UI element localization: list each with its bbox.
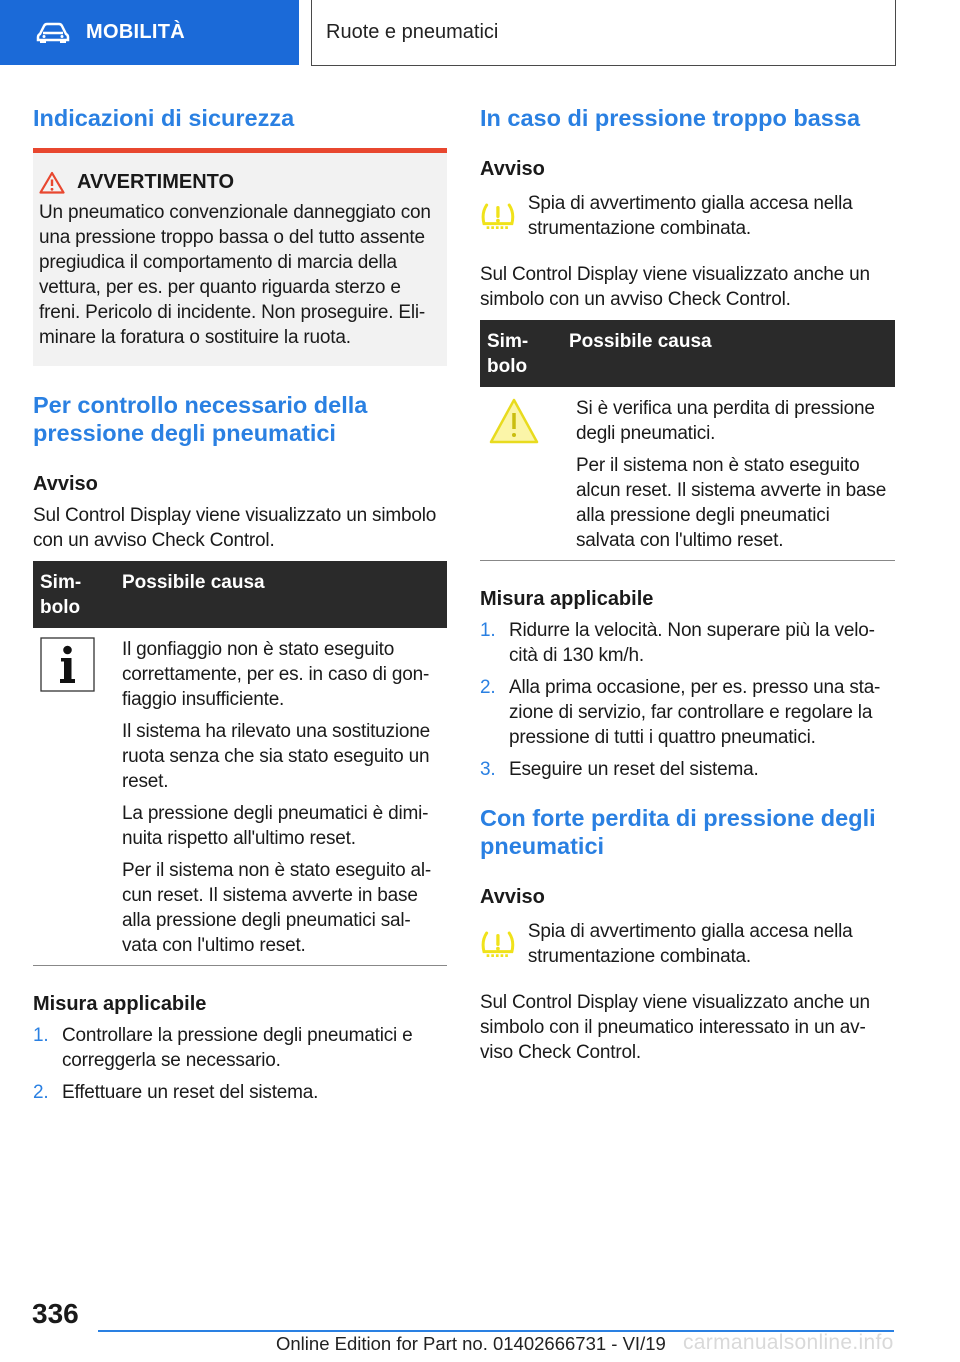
measure-steps: [33, 1023, 447, 1105]
cause-text: Il gonfiaggio non è stato eseguito correttamente, per es. in caso di gon- fiaggio insufficiente.: [122, 639, 430, 710]
page-number: 336: [32, 1298, 79, 1329]
right-column: [480, 98, 895, 1065]
notice-label: Avviso: [33, 473, 98, 495]
list-item: 3. Eseguire un reset del sistema.: [480, 759, 759, 780]
list-item: 2. Effettuare un reset del sistema.: [33, 1082, 319, 1103]
list-item: 1. Controllare la pressione degli pneumatici e correggerla se necessario.: [33, 1025, 413, 1071]
cause-text: Il sistema ha rilevato una sostituzione ruota senza che sia stato eseguito un reset.: [122, 721, 430, 792]
info-icon: [40, 637, 95, 692]
chapter-title: Ruote e pneumatici: [326, 21, 499, 43]
measure-steps: [480, 618, 895, 782]
warning-triangle-icon: [39, 171, 65, 194]
list-item: 2. Alla prima occasione, per es. presso una sta- zione di servizio, far controllare e regolare la pressione di tutti i quattro pneumatici.: [480, 677, 881, 748]
warning-box: [33, 148, 447, 366]
watermark: carmanualsonline.info: [683, 1331, 894, 1354]
warning-text: Un pneumatico convenzionale danneggiato con una pressione troppo bassa o del tutto assente pregiudica il comportamento di marcia della vettura, per es. per quanto riguarda sterzo e freni. Pericolo di incidente. Non proseguire. Eli- minare la foratura o sostituire la ruota.: [39, 202, 431, 348]
lamp-indicator: [480, 919, 895, 969]
left-column: [33, 98, 447, 1112]
cause-table: [480, 320, 895, 561]
notice-label: Avviso: [480, 886, 545, 908]
edition-text: Online Edition for Part no. 01402666731 - VI/19: [276, 1333, 666, 1354]
notice-label: Avviso: [480, 158, 545, 180]
cause-text: Per il sistema non è stato eseguito al- cun reset. Il sistema avverte in base alla pressione degli pneumatici sal- vata con l'ultimo reset.: [122, 860, 432, 956]
yellow-warning-triangle-icon: [488, 397, 540, 445]
section-title: MOBILITÀ: [86, 21, 186, 43]
lamp-text: Spia di avvertimento gialla accesa nella strumentazione combinata.: [527, 921, 853, 967]
cause-text: Per il sistema non è stato eseguito alcun reset. Il sistema avverte in base alla pressione degli pneumatici salvata con l'ultimo reset.: [576, 455, 887, 551]
table-header: [480, 320, 895, 387]
header-symbol: Sim- bolo: [40, 572, 82, 618]
tire-pressure-lamp-icon: [480, 923, 516, 967]
lamp-indicator: [480, 191, 895, 241]
notice-text: Sul Control Display viene visualizzato un simbolo con un avviso Check Control.: [33, 505, 437, 551]
strong-loss-title: Con forte perdita di pressione degli pneumatici: [480, 805, 876, 859]
low-pressure-title: In caso di pressione troppo bassa: [480, 105, 861, 131]
warning-title: AVVERTIMENTO: [77, 171, 235, 193]
header-cause: Possibile causa: [569, 331, 712, 352]
table-header: [33, 561, 447, 628]
header-section-tab: [0, 0, 299, 65]
display-text: Sul Control Display viene visualizzato anche un simbolo con un avviso Check Control.: [480, 264, 870, 310]
header-symbol: Sim- bolo: [487, 331, 529, 377]
measure-title: Misura applicabile: [33, 993, 207, 1015]
safety-title: Indicazioni di sicurezza: [33, 105, 295, 131]
cause-text: Si è verifica una perdita di pressione degli pneumatici.: [576, 398, 875, 444]
car-icon: [36, 22, 70, 44]
check-title: Per controllo necessario della pressione degli pneumatici: [33, 392, 368, 446]
table-row: [33, 628, 447, 966]
lamp-text: Spia di avvertimento gialla accesa nella strumentazione combinata.: [527, 193, 853, 239]
cause-text: La pressione degli pneumatici è dimi- nuita rispetto all'ultimo reset.: [122, 803, 429, 849]
measure-title: Misura applicabile: [480, 588, 654, 610]
cause-table: [33, 561, 447, 966]
tire-pressure-lamp-icon: [480, 195, 516, 239]
header-cause: Possibile causa: [122, 572, 265, 593]
chapter-header: [311, 0, 896, 66]
display-text: Sul Control Display viene visualizzato anche un simbolo con il pneumatico interessato in un av- viso Check Control.: [480, 992, 870, 1063]
table-row: [480, 387, 895, 561]
list-item: 1. Ridurre la velocità. Non superare più la velo- cità di 130 km/h.: [480, 620, 875, 666]
